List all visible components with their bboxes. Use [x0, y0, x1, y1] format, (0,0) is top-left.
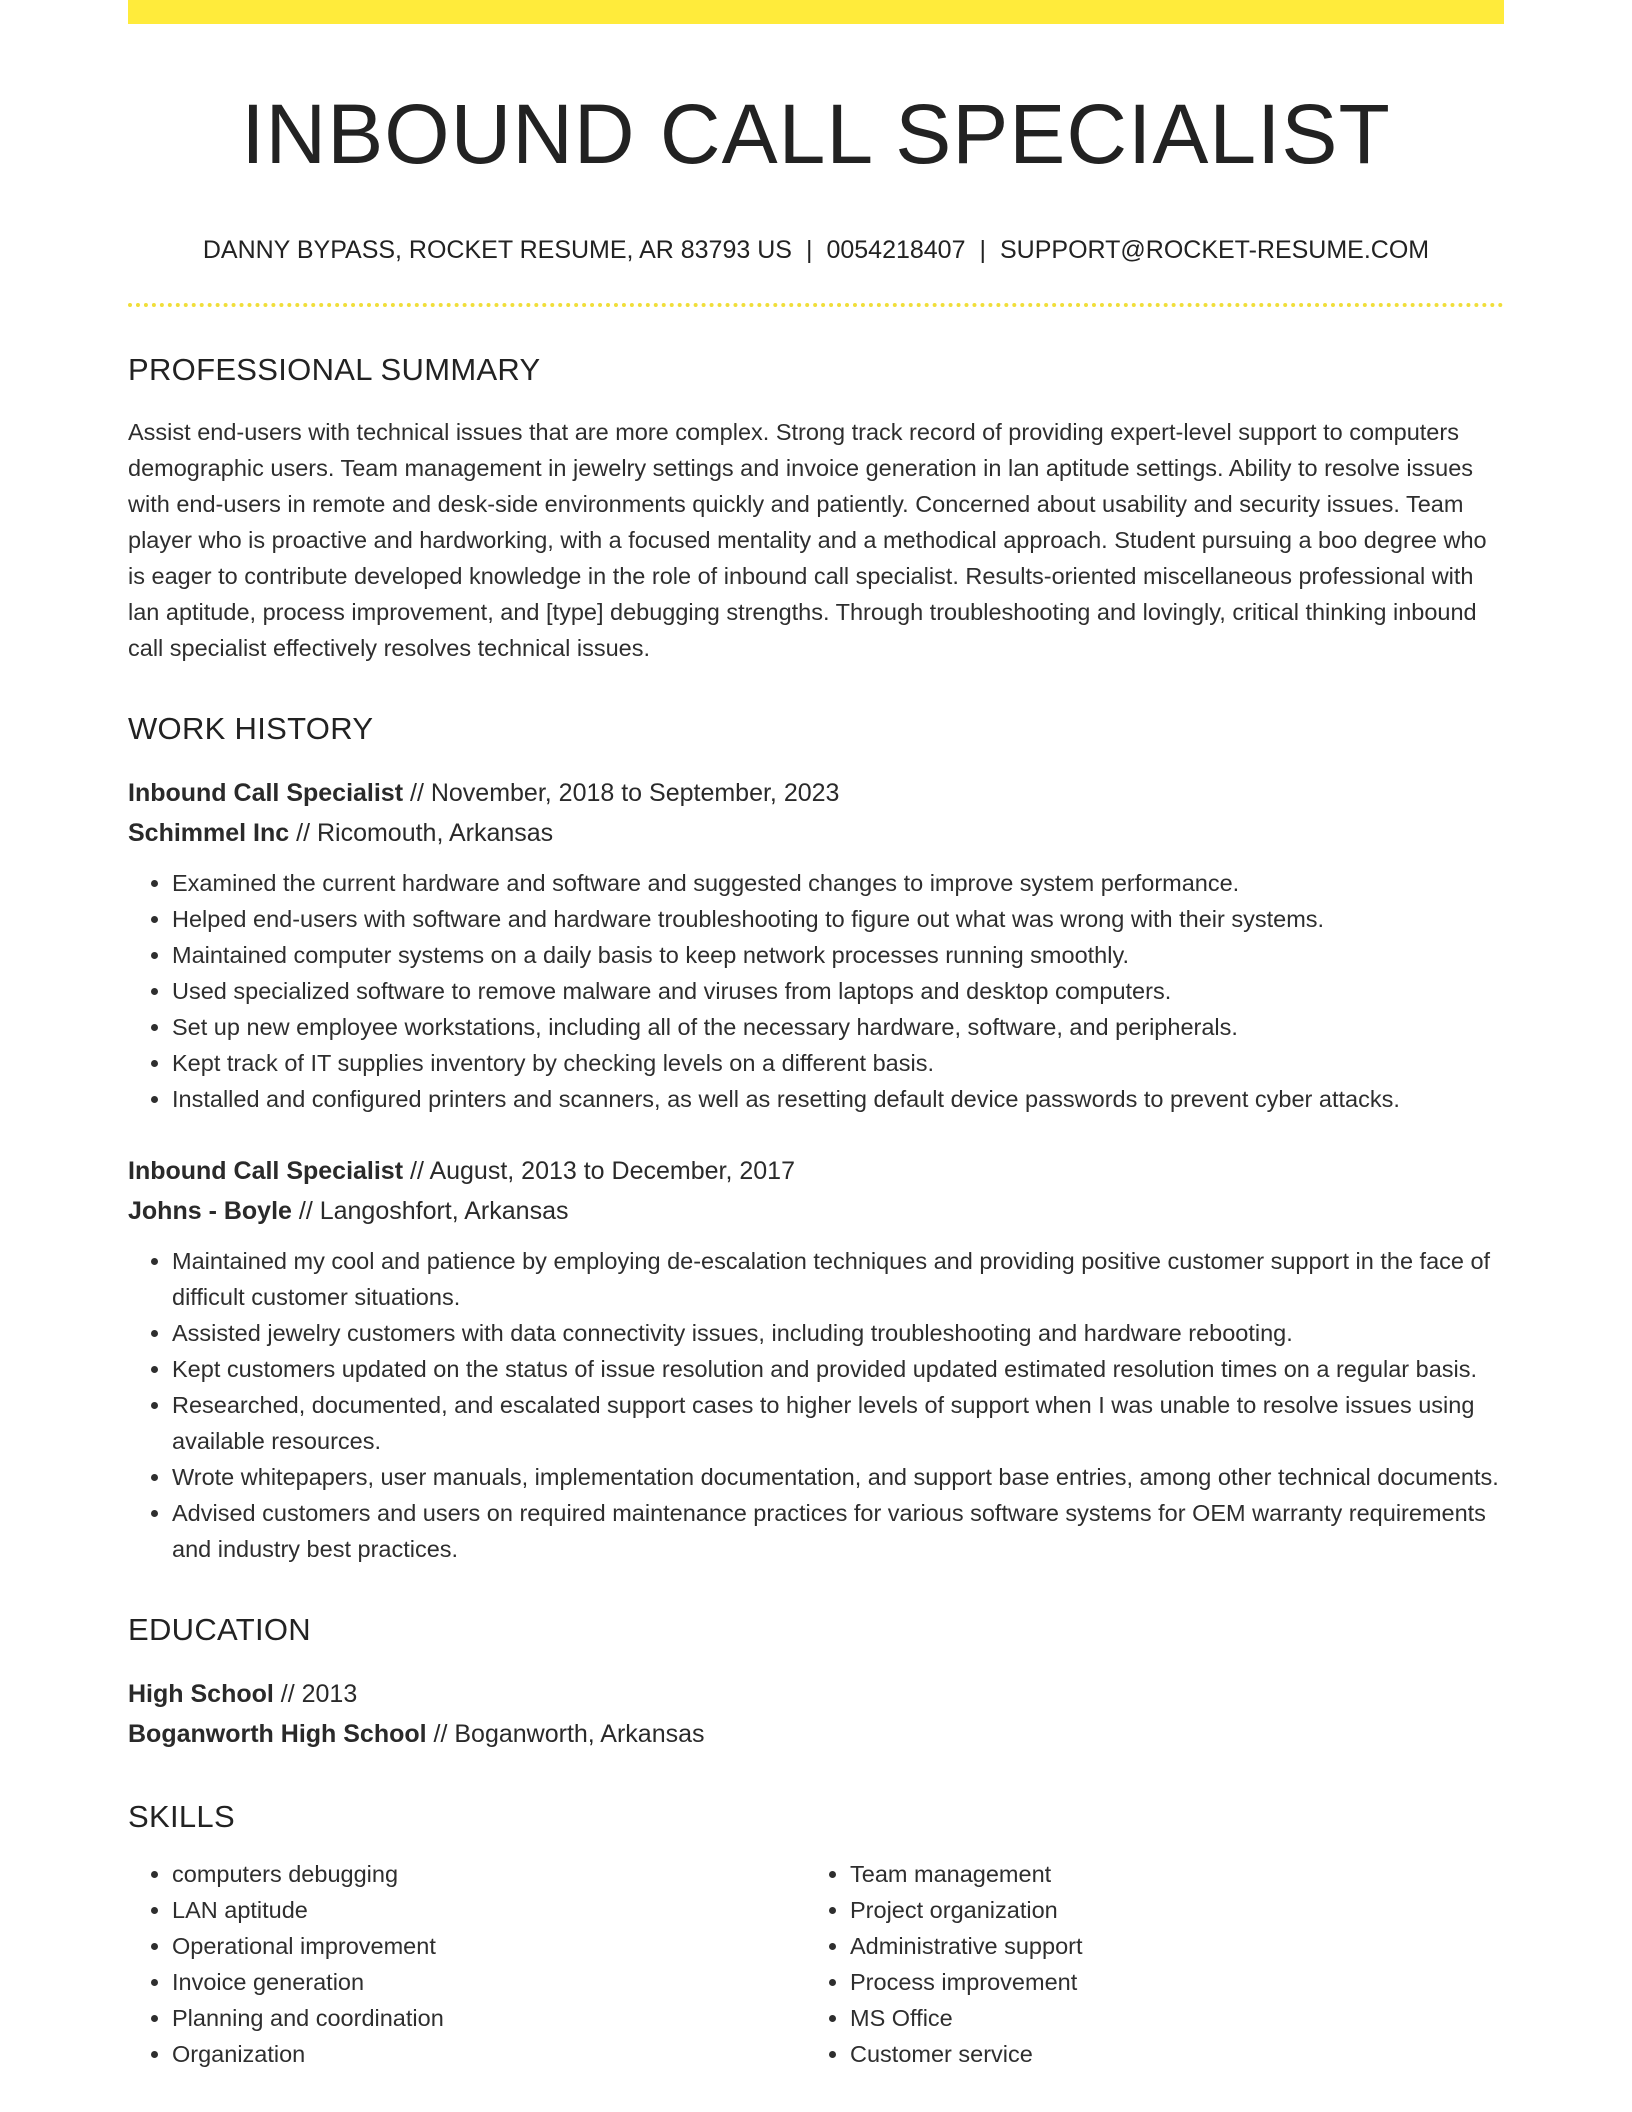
job-bullets: [128, 865, 1504, 1117]
list-item: • Kept customers updated on the status of issue resolution and provided updated estimated resolution times on a regular basis.: [172, 1351, 1504, 1387]
list-item: • Researched, documented, and escalated support cases to higher levels of support when I was unable to resolve issues using available resources.: [172, 1387, 1504, 1459]
education-degree: High School: [128, 1680, 274, 1709]
skill-item: • Operational improvement: [172, 1928, 806, 1964]
education-school: Boganworth High School: [128, 1720, 427, 1749]
job-entry: [128, 1151, 1504, 1567]
contact-phone: 0054218407: [826, 235, 966, 264]
job-dates: // August, 2013 to December, 2017: [403, 1157, 795, 1186]
job-header: [128, 773, 1504, 853]
skill-item: • Administrative support: [850, 1928, 1484, 1964]
list-item: • Maintained computer systems on a daily basis to keep network processes running smoothly.: [172, 937, 1504, 973]
dotted-divider: [128, 303, 1504, 307]
skill-item: • Process improvement: [850, 1964, 1484, 2000]
job-role: Inbound Call Specialist: [128, 779, 404, 808]
list-item: • Assisted jewelry customers with data connectivity issues, including troubleshooting and hardware rebooting.: [172, 1315, 1504, 1351]
education-degree-line: [128, 1674, 1504, 1714]
skill-item: • Customer service: [850, 2036, 1484, 2072]
contact-separator: |: [979, 235, 986, 264]
education-year: // 2013: [273, 1680, 358, 1709]
contact-email: SUPPORT@ROCKET-RESUME.COM: [1000, 235, 1430, 264]
contact-separator: |: [805, 235, 813, 264]
job-role-line: [128, 1151, 1504, 1191]
skill-item: • Organization: [172, 2036, 806, 2072]
job-location: // Langoshfort, Arkansas: [291, 1197, 569, 1226]
accent-bar: [128, 0, 1504, 24]
education-entry: [128, 1674, 1504, 1754]
section-title-summary: PROFESSIONAL SUMMARY: [128, 351, 541, 387]
job-location: // Ricomouth, Arkansas: [289, 819, 554, 848]
job-dates: // November, 2018 to September, 2023: [403, 779, 840, 808]
job-role-line: [128, 773, 1504, 813]
summary-text: Assist end-users with technical issues that are more complex. Strong track record of providing expert-level support to computers demographic users. Team management in jewelry settings and invoice generation in lan aptitude settings. Ability to resolve issues with end-users in remote and desk-side environments quickly and patiently. Concerned about usability and security issues. Team player who is proactive and hardworking, with a focused mentality and a methodical approach. Student pursuing a boo degree who is eager to contribute developed knowledge in the role of inbound call specialist. Results-oriented miscellaneous professional with lan aptitude, process improvement, and [type] debugging strengths. Through troubleshooting and lovingly, critical thinking inbound call specialist effectively resolves technical issues.: [128, 418, 1487, 661]
list-item: • Helped end-users with software and hardware troubleshooting to figure out what was wrong with their systems.: [172, 901, 1504, 937]
skill-item: • Project organization: [850, 1892, 1484, 1928]
section-title-education: EDUCATION: [128, 1612, 311, 1648]
job-entry: [128, 773, 1504, 1117]
education-school-line: [128, 1714, 1504, 1754]
skills-list-right: [806, 1856, 1484, 2072]
list-item: • Used specialized software to remove malware and viruses from laptops and desktop computers.: [172, 973, 1504, 1009]
list-item: • Wrote whitepapers, user manuals, implementation documentation, and support base entries, among other technical documents.: [172, 1459, 1504, 1495]
section-title-work: WORK HISTORY: [128, 710, 374, 746]
list-item: • Examined the current hardware and software and suggested changes to improve system performance.: [172, 865, 1504, 901]
contact-line: [128, 235, 1504, 265]
job-company: Schimmel Inc: [128, 819, 290, 848]
skill-item: • LAN aptitude: [172, 1892, 806, 1928]
job-role: Inbound Call Specialist: [128, 1157, 404, 1186]
job-company: Johns - Boyle: [128, 1197, 292, 1226]
resume-page: [128, 0, 1504, 2072]
list-item: • Maintained my cool and patience by employing de-escalation techniques and providing positive customer support in the face of difficult customer situations.: [172, 1243, 1504, 1315]
contact-address: DANNY BYPASS, ROCKET RESUME, AR 83793 US: [202, 235, 792, 264]
job-header: [128, 1151, 1504, 1231]
job-company-line: [128, 1191, 1504, 1231]
list-item: • Installed and configured printers and scanners, as well as resetting default device passwords to prevent cyber attacks.: [172, 1081, 1504, 1117]
skill-item: • Planning and coordination: [172, 2000, 806, 2036]
skill-item: • MS Office: [850, 2000, 1484, 2036]
job-bullets: [128, 1243, 1504, 1567]
list-item: • Kept track of IT supplies inventory by checking levels on a different basis.: [172, 1045, 1504, 1081]
section-title-skills: SKILLS: [128, 1799, 235, 1835]
job-company-line: [128, 813, 1504, 853]
resume-title: INBOUND CALL SPECIALIST: [241, 87, 1391, 181]
skills-list-left: [128, 1856, 806, 2072]
list-item: • Set up new employee workstations, including all of the necessary hardware, software, and peripherals.: [172, 1009, 1504, 1045]
skill-item: • Team management: [850, 1856, 1484, 1892]
list-item: • Advised customers and users on required maintenance practices for various software systems for OEM warranty requirements and industry best practices.: [172, 1495, 1504, 1567]
skills-columns: [128, 1856, 1504, 2072]
skill-item: • Invoice generation: [172, 1964, 806, 2000]
education-location: // Boganworth, Arkansas: [426, 1720, 705, 1749]
skill-item: • computers debugging: [172, 1856, 806, 1892]
